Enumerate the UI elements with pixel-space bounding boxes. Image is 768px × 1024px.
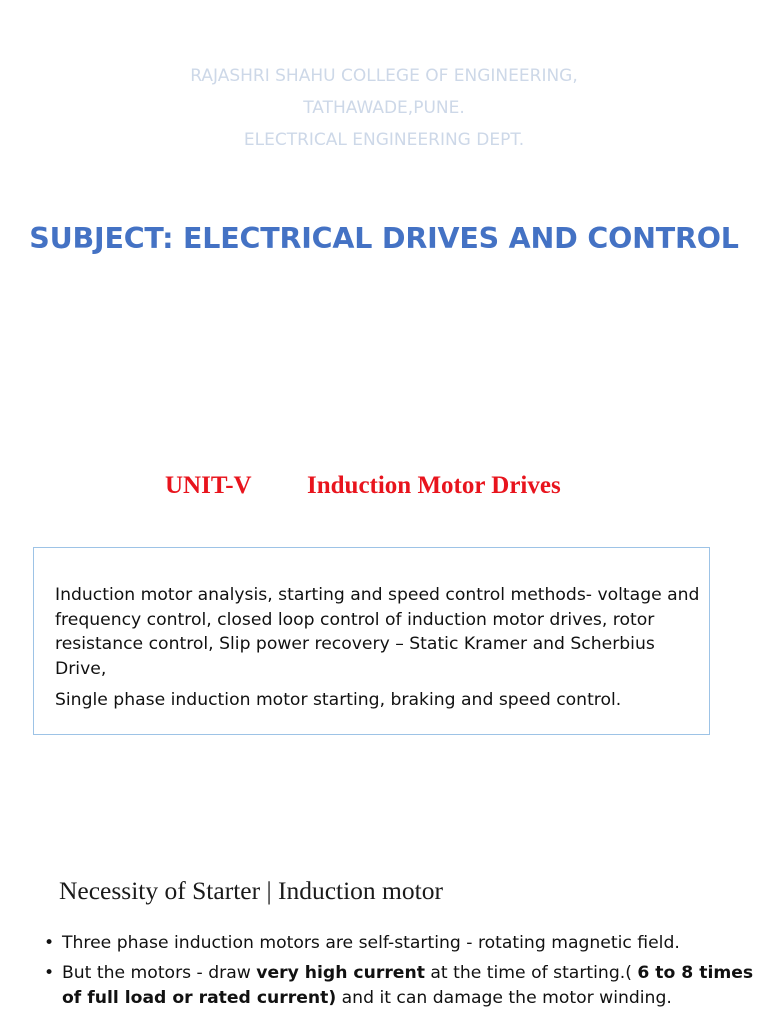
- college-name: RAJASHRI SHAHU COLLEGE OF ENGINEERING,: [190, 66, 578, 86]
- bullet-text-part: at the time of starting.(: [424, 963, 638, 983]
- subject-title: SUBJECT: ELECTRICAL DRIVES AND CONTROL: [29, 222, 739, 255]
- college-header: [0, 60, 768, 156]
- syllabus-paragraph: Induction motor analysis, starting and speed control methods- voltage and frequency control, closed loop control of induction motor drives, rotor resistance control, Slip power recovery – Static Kramer and Scherbius Drive,: [55, 585, 700, 679]
- bullet-text: Three phase induction motors are self-starting - rotating magnetic field.: [62, 933, 680, 953]
- list-item: [44, 961, 764, 1011]
- syllabus-paragraph: Single phase induction motor starting, braking and speed control.: [55, 690, 622, 710]
- list-item: [44, 931, 764, 956]
- syllabus-text: [55, 583, 705, 713]
- college-location: TATHAWADE,PUNE.: [303, 98, 465, 118]
- bullet-text-part: and it can damage the motor winding.: [336, 988, 672, 1008]
- syllabus-box: [33, 547, 710, 735]
- unit-title: Induction Motor Drives: [307, 472, 561, 499]
- department-name: ELECTRICAL ENGINEERING DEPT.: [243, 130, 525, 150]
- section-heading: Necessity of Starter | Induction motor: [59, 876, 443, 905]
- bullet-text: [62, 963, 753, 1008]
- bullet-text-part: But the motors - draw: [62, 963, 257, 983]
- bullet-icon: •: [44, 963, 55, 983]
- unit-label: UNIT-V: [165, 472, 252, 499]
- bullet-list: [44, 931, 764, 1016]
- bullet-emphasis: very high current: [256, 963, 425, 983]
- bullet-icon: •: [44, 933, 55, 953]
- bullet-emphasis: 6 to 8 times of full load or rated current): [62, 963, 754, 1008]
